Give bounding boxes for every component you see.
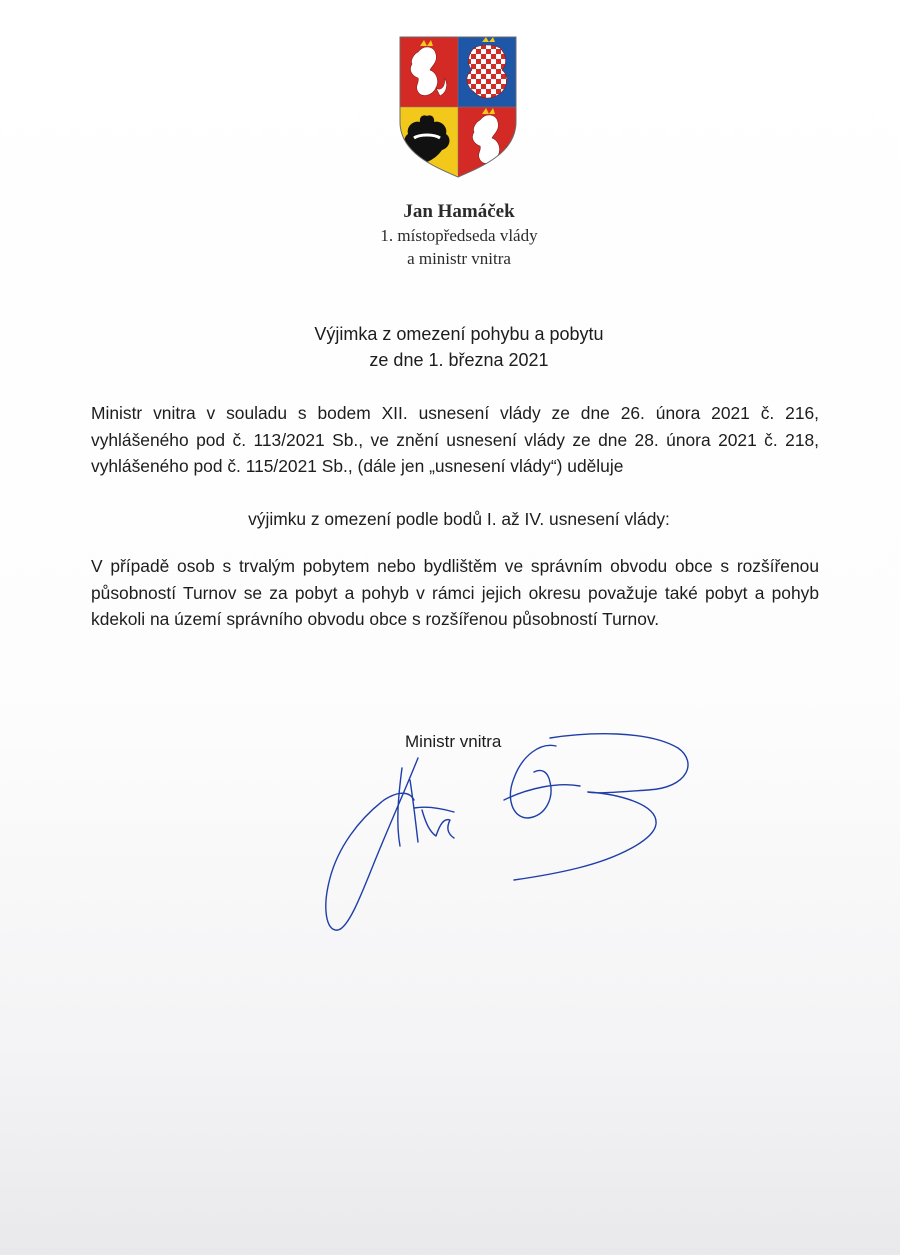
sender-block — [0, 200, 900, 270]
sender-role-line1: 1. místopředseda vlády — [380, 226, 538, 245]
exception-paragraph: V případě osob s trvalým pobytem nebo bydlištěm ve správním obvodu obce s rozšířenou působností Turnov se za pobyt a pohyb v rámci jejich okresu považuje také pobyt a pohyb kdekoli na území správního obvodu obce s rozšířenou působností Turnov. — [91, 556, 819, 629]
signature-label: Ministr vnitra — [405, 732, 502, 751]
sender-name: Jan Hamáček — [403, 201, 515, 222]
intro-paragraph: Ministr vnitra v souladu s bodem XII. usnesení vlády ze dne 26. února 2021 č. 216, vyhlášeného pod č. 113/2021 Sb., ve znění usnesení vlády ze dne 28. února 2021 č. 218, vyhlášeného pod č. 115/2021 Sb., (dále jen „usnesení vlády“) uděluje — [91, 403, 819, 476]
document-title — [0, 321, 900, 373]
sender-role-line2: a ministr vnitra — [407, 249, 511, 268]
document-title-line2: ze dne 1. března 2021 — [369, 350, 549, 370]
document-title-line1: Výjimka z omezení pohybu a pobytu — [314, 324, 604, 344]
handwritten-signature — [318, 728, 698, 938]
grant-statement: výjimku z omezení podle bodů I. až IV. usnesení vlády: — [248, 509, 670, 529]
czech-coat-of-arms-emblem — [396, 34, 520, 180]
